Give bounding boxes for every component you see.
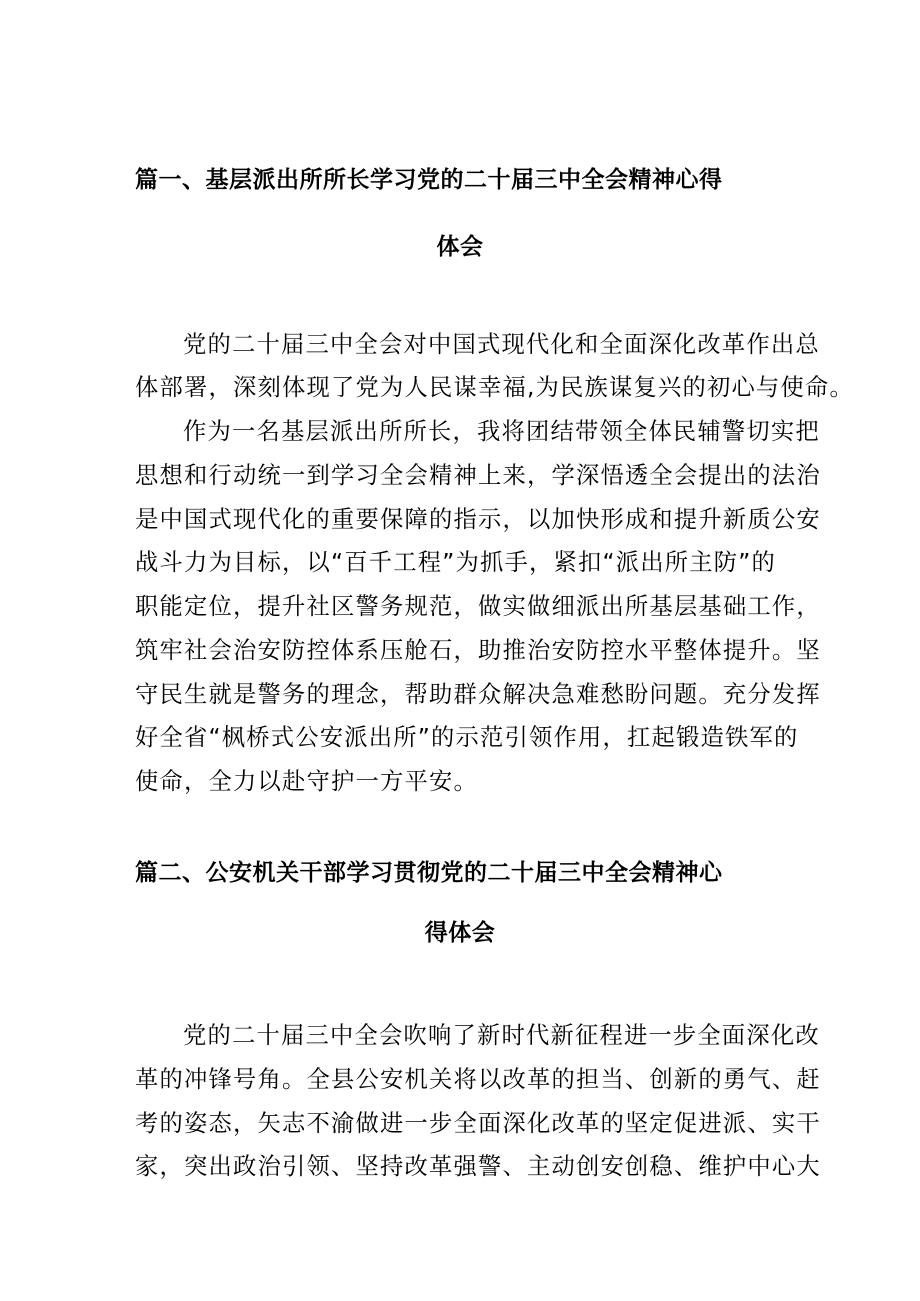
section1-line: 好全省“枫桥式公安派出所”的示范引领作用，扛起锻造铁军的 xyxy=(135,724,799,751)
section2-line: 革的冲锋号角。全县公安机关将以改革的担当、创新的勇气、赶 xyxy=(135,1066,821,1093)
section1-line: 作为一名基层派出所所长，我将团结带领全体民辅警切实把 xyxy=(183,418,820,445)
section2-line: 家，突出政治引领、坚持改革强警、主动创安创稳、维护中心大 xyxy=(135,1153,821,1180)
section2-line: 党的二十届三中全会吹响了新时代新征程进一步全面深化改 xyxy=(183,1022,820,1049)
section1-line: 职能定位，提升社区警务规范，做实做细派出所基层基础工作， xyxy=(135,593,821,620)
section1-line: 思想和行动统一到学习全会精神上来，学深悟透全会提出的法治 xyxy=(135,462,821,489)
section1-line: 筑牢社会治安防控体系压舱石，助推治安防控水平整体提升。坚 xyxy=(135,637,821,664)
section2-title-line2: 得体会 xyxy=(424,920,496,946)
section1-line: 战斗力为目标，以“百千工程”为抓手，紧扣“派出所主防”的 xyxy=(135,549,777,576)
section2-line: 考的姿态，矢志不渝做进一步全面深化改革的坚定促进派、实干 xyxy=(135,1110,821,1137)
section1-line: 使命，全力以赴守护一方平安。 xyxy=(135,768,478,795)
section1-line: 守民生就是警务的理念，帮助群众解决急难愁盼问题。充分发挥 xyxy=(135,681,821,708)
section2-title-line1: 篇二、公安机关干部学习贯彻党的二十届三中全会精神心 xyxy=(135,860,723,886)
section1-line: 是中国式现代化的重要保障的指示，以加快形成和提升新质公安 xyxy=(135,506,821,533)
section1-line: 党的二十届三中全会对中国式现代化和全面深化改革作出总 xyxy=(183,331,820,358)
section1-line: 体部署，深刻体现了党为人民谋幸福,为民族谋复兴的初心与使命。 xyxy=(135,374,855,401)
section1-title-line2: 体会 xyxy=(436,234,484,260)
section1-title-line1: 篇一、基层派出所所长学习党的二十届三中全会精神心得 xyxy=(135,167,723,193)
